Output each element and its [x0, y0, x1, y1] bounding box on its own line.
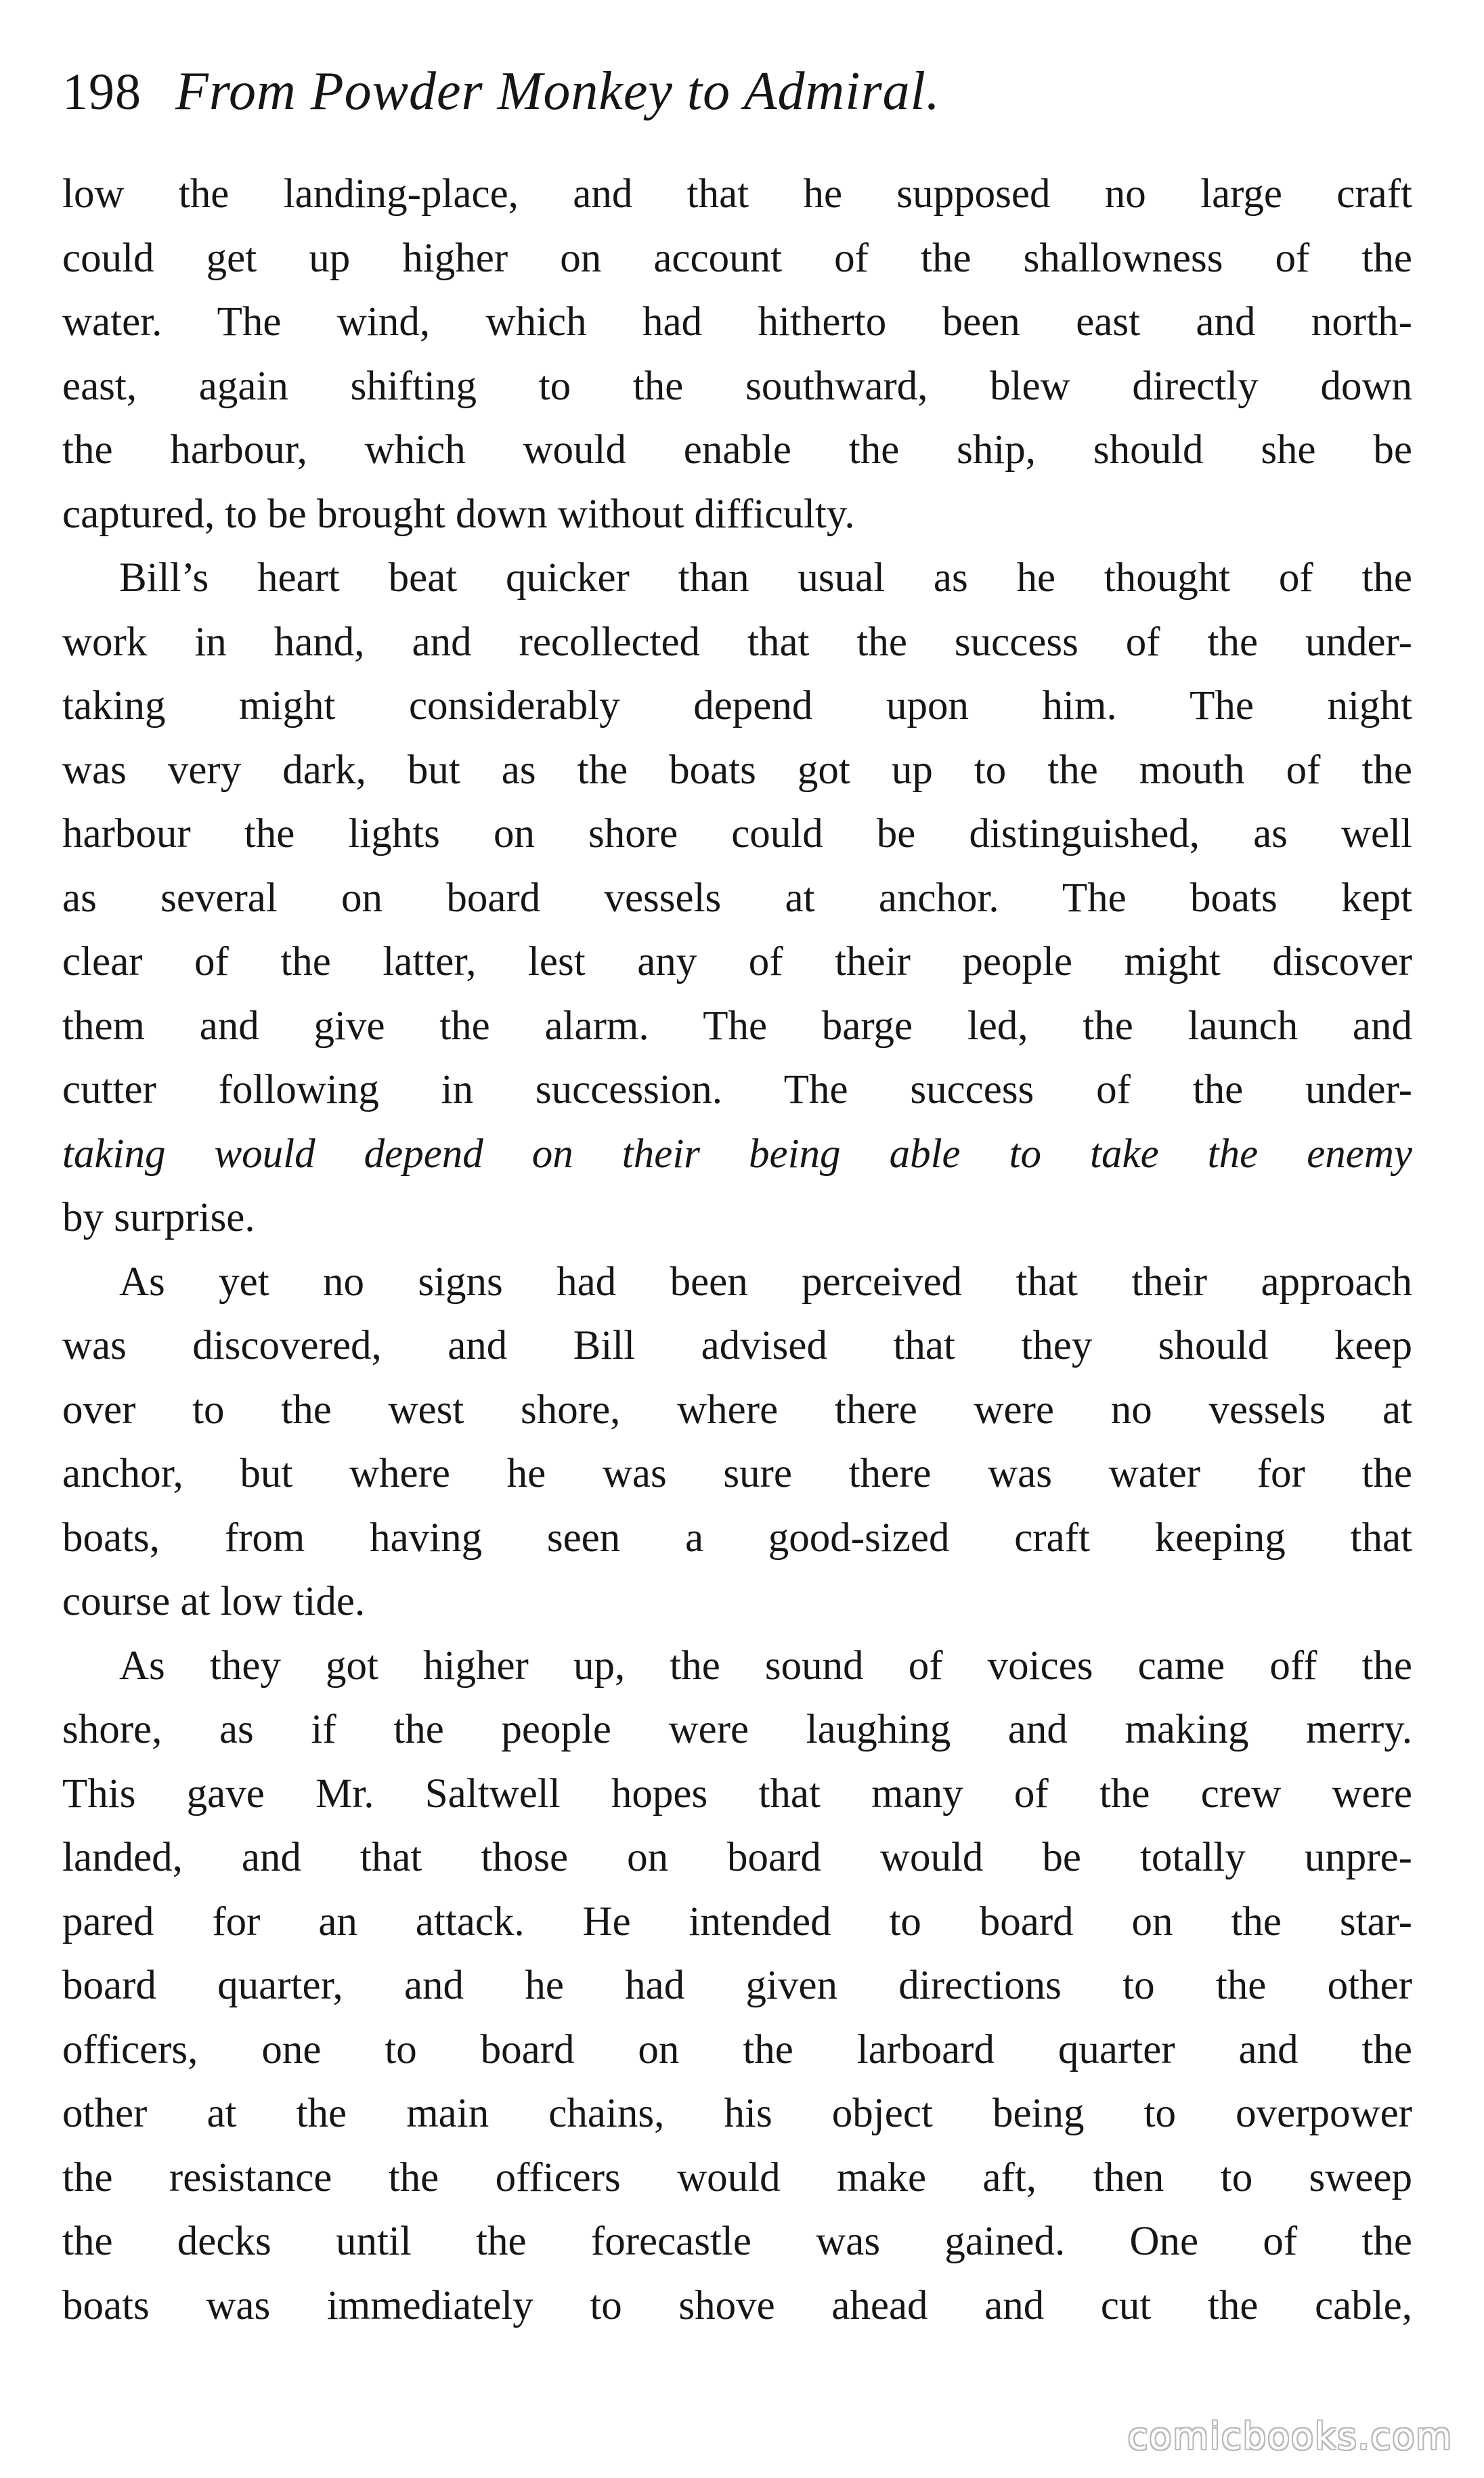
- text-line: boats, from having seen a good-sized craft keeping that: [62, 1515, 1412, 1561]
- text-line: could get up higher on account of the shallowness of the: [62, 235, 1412, 281]
- italic-text: taking would depend on their being able to take the enemy: [62, 1131, 1412, 1177]
- text-line: harbour the lights on shore could be distinguished, as well: [62, 811, 1412, 856]
- book-page: [62, 61, 1412, 2338]
- text-line: was discovered, and Bill advised that they should keep: [62, 1323, 1412, 1368]
- text-line: shore, as if the people were laughing and making merry.: [62, 1707, 1412, 1752]
- paragraph: [62, 1634, 1412, 2339]
- text-line: as several on board vessels at anchor. The boats kept: [62, 875, 1412, 921]
- text-line: Bill’s heart beat quicker than usual as he thought of the: [119, 555, 1412, 601]
- text-line: This gave Mr. Saltwell hopes that many of the crew were: [62, 1770, 1412, 1817]
- text-line: As they got higher up, the sound of voices came off the: [119, 1643, 1412, 1689]
- text-line: east, again shifting to the southward, blew directly down: [62, 363, 1412, 409]
- text-line: over to the west shore, where there were no vessels at: [62, 1387, 1412, 1433]
- text-line: by surprise.: [62, 1195, 255, 1240]
- text-line: work in hand, and recollected that the success of the under-: [62, 619, 1412, 665]
- text-line: was very dark, but as the boats got up to the mouth of the: [62, 747, 1412, 793]
- text-line: water. The wind, which had hitherto been east and north-: [62, 299, 1412, 345]
- text-line: clear of the latter, lest any of their people might discover: [62, 939, 1412, 984]
- text-line: cutter following in succession. The success of the under-: [62, 1067, 1412, 1112]
- text-line: other at the main chains, his object being to overpower: [62, 2091, 1412, 2136]
- text-line: them and give the alarm. The barge led, the launch and: [62, 1003, 1412, 1049]
- paragraph: [62, 162, 1412, 546]
- text-line: pared for an attack. He intended to board on the star-: [62, 1898, 1412, 1944]
- text-line: officers, one to board on the larboard quarter and the: [62, 2026, 1412, 2072]
- text-line: course at low tide.: [62, 1579, 366, 1624]
- text-line: the harbour, which would enable the ship, should she be: [62, 427, 1412, 473]
- text-line: [62, 1123, 1412, 1187]
- running-title: From Powder Monkey to Admiral.: [175, 62, 940, 121]
- watermark: comicbooks.com: [1127, 2415, 1453, 2458]
- text-line: anchor, but where he was sure there was water for the: [62, 1451, 1412, 1496]
- text-line: the decks until the forecastle was gained. One of the: [62, 2219, 1412, 2264]
- text-line: taking might considerably depend upon him. The night: [62, 683, 1412, 729]
- text-line: boats was immediately to shove ahead and cut the cable,: [62, 2282, 1412, 2328]
- running-head: [62, 61, 1412, 142]
- text-line: landed, and that those on board would be totally unpre-: [62, 1835, 1412, 1880]
- text-line: board quarter, and he had given directions to the other: [62, 1963, 1412, 2008]
- body-text: [62, 162, 1412, 2338]
- text-line: captured, to be brought down without difficulty.: [62, 491, 855, 537]
- text-line: As yet no signs had been perceived that their approach: [119, 1259, 1412, 1305]
- paragraph: [62, 546, 1412, 1251]
- paragraph: [62, 1251, 1412, 1634]
- page-number: 198: [62, 64, 141, 121]
- text-line: the resistance the officers would make aft, then to sweep: [62, 2154, 1412, 2200]
- text-line: low the landing-place, and that he supposed no large craft: [62, 171, 1412, 217]
